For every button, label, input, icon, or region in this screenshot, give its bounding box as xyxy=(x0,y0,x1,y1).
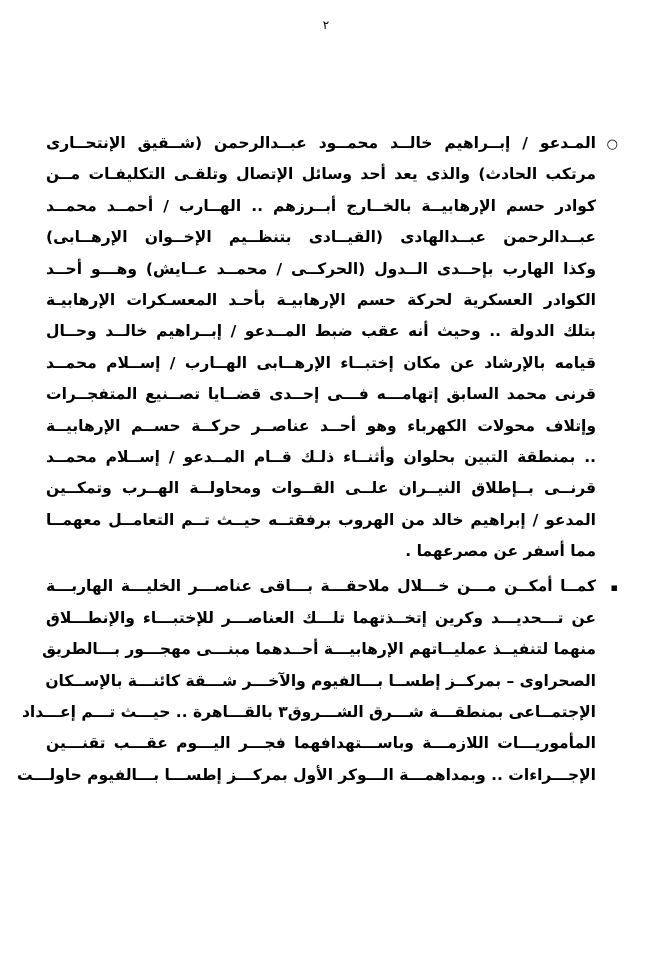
text-line: وكذا الهارب بإحــدى الــدول (الحركــى / محمــد عــايش) وهـــو أحــد xyxy=(46,259,596,278)
text-line: كوادر حسم الإرهابيــة بالخــارج أبــرزهم .. الهــارب / أحمــد محمــد xyxy=(46,196,596,215)
text-line: كمــا أمكــن مـــن خـــلال ملاحقـــة بـــاقى عناصـــر الخليـــة الهاربـــة xyxy=(46,577,596,596)
text-line: قرنــى بــإطلاق النيــران علــى القــوات ومحاولــة الهــرب وتمكــين xyxy=(46,479,596,498)
square-bullet-icon: ▪ xyxy=(610,581,618,595)
text-line: الكوادر العسكرية لحركة حسم الإرهابيـة بأحـد المعسـكرات الإرهابيـة xyxy=(46,290,596,309)
text-line: الصحراوى – بمركــز إطســا بـــالفيوم والآخـــر شـــقة كائنـــة بالإســكان xyxy=(45,671,596,690)
text-line: المدعو / إبراهيم خالد من الهروب برفقتــه حيــث تــم التعامــل معهمــا xyxy=(46,510,596,529)
text-line: المـدعو / إبــراهيم خالــد محمــود عبــدالرحمن (شــقيق الإنتحــارى xyxy=(46,134,596,152)
text-line: المأموريـــات اللازمـــة وباســـتهدافهما فجـــر اليـــوم عقـــب تقنـــين xyxy=(46,734,596,753)
text-line: وإتلاف محولات الكهرباء وهو أحــد عناصــر حركــة حســم الإرهابيــة xyxy=(46,416,596,435)
text-line: الإجتمــاعى بمنطقـــة شـــرق الشـــروق٣ بالقـــاهرة .. حيـــث تـــم إعـــداد xyxy=(21,703,596,722)
text-line: منهما لتنفيــذ عمليــاتهم الإرهابيـــة أحــدهما مبنـــى مهجـــور بـــالطريق xyxy=(42,640,596,659)
text-line: عن تـــحديـــد وكرين إتخــذتهما تلـــك العناصـــر للإختبـــاء والإنطـــلاق xyxy=(46,608,596,627)
text-line: .. بمنطقة التبين بحلوان وأثنــاء ذلـك قــام المــدعو / إســلام محمــد xyxy=(46,447,596,466)
text-line: قرنى محمد السابق إتهامـــه فـــى إحــدى قضــايا تصــنيع المتفجــرات xyxy=(46,385,596,404)
paragraph-1 xyxy=(46,128,618,567)
text-line: الإجـــراءات .. وبمداهمـــة الـــوكر الأول بمركـــز إطســـا بـــالفيوم حاولـــت xyxy=(17,765,596,784)
document-body xyxy=(17,128,618,791)
page-number: ٢ xyxy=(322,18,330,32)
text-line: مما أسفر عن مصرعهما . xyxy=(405,542,596,561)
text-line: بتلك الدولة .. وحيث أنه عقب ضبط المــدعو / إبــراهيم خالــد وحــال xyxy=(46,322,596,341)
paragraph-2 xyxy=(17,571,618,791)
circle-bullet-icon: ○ xyxy=(606,137,618,152)
text-line: قيامه بالإرشاد عن مكان إختبــاء الإرهــابى الهــارب / إســلام محمــد xyxy=(46,353,596,372)
text-line: مرتكب الحادث) والذى يعد أحد وسائل الإتصال وتلقـى التكليفـات مــن xyxy=(46,165,596,184)
text-line: عبــدالرحمن عبــدالهادى (القيــادى بتنظــيم الإخــوان الإرهــابى) xyxy=(46,228,596,247)
